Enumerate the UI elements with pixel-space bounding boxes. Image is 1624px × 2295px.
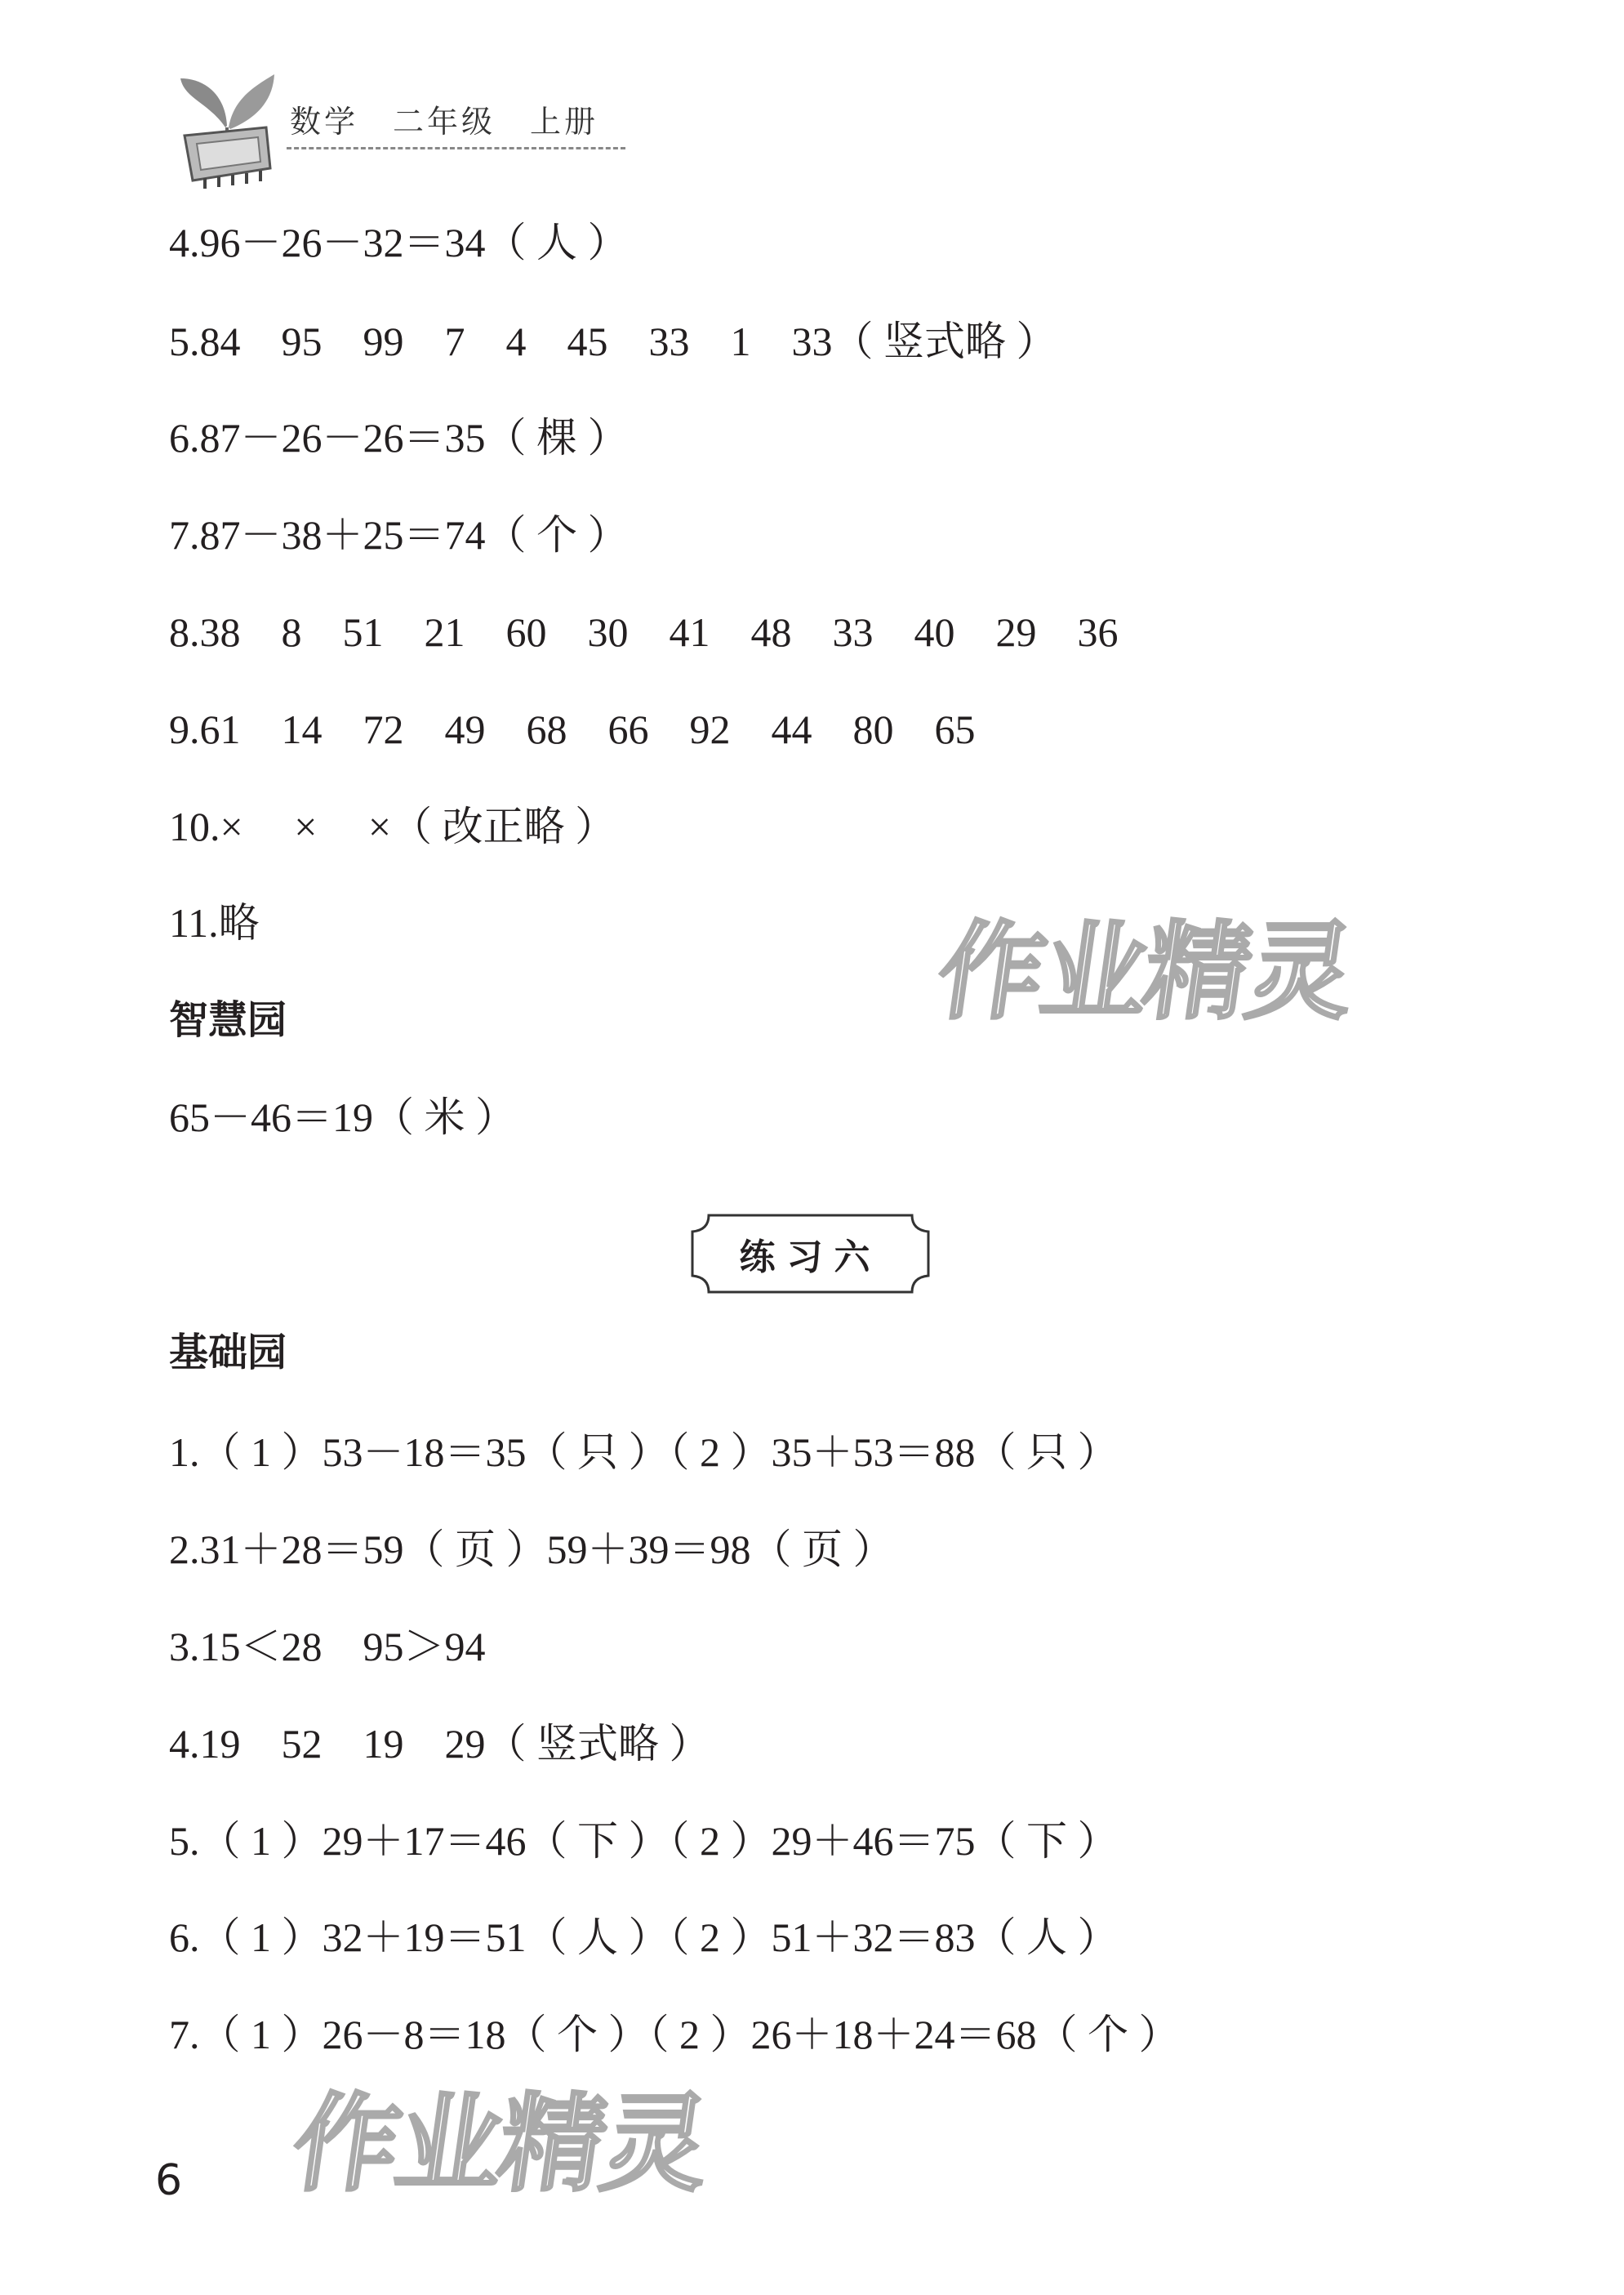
answer-line: 1.（ 1 ）53－18＝35（ 只 ）（ 2 ）35＋53＝88（ 只 ） — [169, 1429, 1119, 1475]
answer-line: 3.15＜28 95＞94 — [169, 1624, 486, 1669]
page-number: 6 — [155, 2156, 183, 2205]
chip-sprout-logo-icon — [176, 70, 278, 193]
answer-line: 5.84 95 99 7 4 45 33 1 33（ 竖式略 ） — [169, 319, 1057, 364]
watermark: 作业精灵 — [930, 910, 1359, 1034]
answer-line: 5.（ 1 ）29＋17＝46（ 下 ）（ 2 ）29＋46＝75（ 下 ） — [169, 1818, 1119, 1864]
header-title: 数学 二年级 上册 — [290, 104, 599, 140]
section-heading-wisdom: 智慧园 — [169, 997, 287, 1043]
answer-line: 9.61 14 72 49 68 66 92 44 80 65 — [169, 706, 976, 752]
answer-line: 2.31＋28＝59（ 页 ）59＋39＝98（ 页 ） — [169, 1526, 894, 1572]
answer-line: 65－46＝19（ 米 ） — [169, 1094, 516, 1140]
answer-line: 10.× × ×（ 改正略 ） — [169, 804, 616, 849]
answer-line: 11.略 — [169, 900, 260, 946]
answer-line: 8.38 8 51 21 60 30 41 48 33 40 29 36 — [169, 609, 1119, 655]
section-heading-basic: 基础园 — [169, 1330, 287, 1375]
header-divider — [287, 147, 625, 149]
answer-line: 6.（ 1 ）32＋19＝51（ 人 ）（ 2 ）51＋32＝83（ 人 ） — [169, 1914, 1119, 1960]
exercise-title: 练习六 — [739, 1237, 882, 1278]
answer-line: 7.（ 1 ）26－8＝18（ 个 ）（ 2 ）26＋18＋24＝68（ 个 ） — [169, 2012, 1180, 2057]
exercise-title-box — [691, 1214, 930, 1294]
watermark: 作业精灵 — [285, 2082, 714, 2206]
answer-line: 4.19 52 19 29（ 竖式略 ） — [169, 1721, 710, 1767]
answer-line: 7.87－38＋25＝74（ 个 ） — [169, 512, 629, 558]
answer-line: 6.87－26－26＝35（ 棵 ） — [169, 415, 629, 461]
answer-line: 4.96－26－32＝34（ 人 ） — [169, 220, 629, 265]
